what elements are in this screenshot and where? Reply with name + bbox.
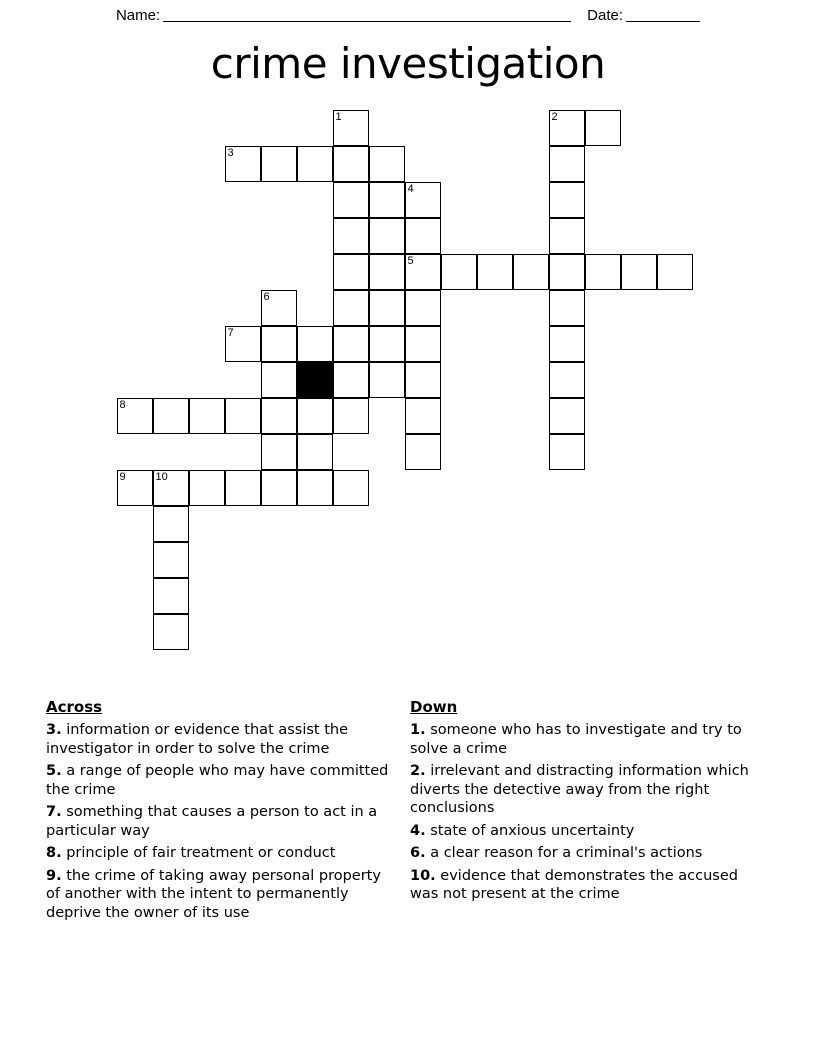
grid-cell[interactable] xyxy=(297,434,333,470)
across-clue-8 xyxy=(46,844,398,863)
clue-text: principle of fair treatment or conduct xyxy=(61,845,336,861)
grid-cell[interactable] xyxy=(405,290,441,326)
grid-cell[interactable] xyxy=(549,362,585,398)
date-label: Date: xyxy=(587,6,624,24)
grid-cell[interactable] xyxy=(261,362,297,398)
down-clue-10 xyxy=(410,867,758,904)
grid-cell[interactable] xyxy=(333,110,369,146)
grid-cell[interactable] xyxy=(333,362,369,398)
grid-cell[interactable] xyxy=(549,434,585,470)
across-clues-column xyxy=(46,698,398,926)
grid-cell[interactable] xyxy=(333,290,369,326)
grid-cell[interactable] xyxy=(477,254,513,290)
grid-cell[interactable] xyxy=(261,290,297,326)
grid-cell[interactable] xyxy=(621,254,657,290)
grid-cell[interactable] xyxy=(261,398,297,434)
grid-cell[interactable] xyxy=(405,182,441,218)
grid-cell[interactable] xyxy=(513,254,549,290)
clue-number: 6. xyxy=(410,845,426,861)
name-label: Name: xyxy=(115,6,161,24)
grid-cell[interactable] xyxy=(369,362,405,398)
grid-cell[interactable] xyxy=(333,398,369,434)
grid-cell-number: 1 xyxy=(335,111,342,123)
clue-text: a clear reason for a criminal's actions xyxy=(425,845,703,861)
across-clue-list xyxy=(46,721,398,922)
down-clues-column xyxy=(410,698,758,908)
grid-cell[interactable] xyxy=(369,182,405,218)
grid-cell[interactable] xyxy=(549,182,585,218)
grid-cell[interactable] xyxy=(549,398,585,434)
grid-cell[interactable] xyxy=(369,218,405,254)
grid-cell[interactable] xyxy=(117,470,153,506)
grid-cell[interactable] xyxy=(549,290,585,326)
clue-number: 2. xyxy=(410,763,426,779)
grid-cell[interactable] xyxy=(405,398,441,434)
grid-cell[interactable] xyxy=(369,146,405,182)
grid-block-cell xyxy=(297,362,333,398)
grid-cell[interactable] xyxy=(333,470,369,506)
grid-cell[interactable] xyxy=(549,110,585,146)
grid-cell[interactable] xyxy=(225,398,261,434)
grid-cell[interactable] xyxy=(369,326,405,362)
clue-text: irrelevant and distracting information which diverts the detective away from the right conclusions xyxy=(410,763,749,816)
grid-cell[interactable] xyxy=(369,254,405,290)
grid-cell[interactable] xyxy=(405,218,441,254)
grid-cell[interactable] xyxy=(153,614,189,650)
grid-cell[interactable] xyxy=(189,398,225,434)
down-heading: Down xyxy=(410,698,458,716)
grid-cell[interactable] xyxy=(333,218,369,254)
grid-cell[interactable] xyxy=(333,254,369,290)
across-clue-9 xyxy=(46,867,398,923)
grid-cell[interactable] xyxy=(153,398,189,434)
grid-cell[interactable] xyxy=(225,470,261,506)
grid-cell-number: 4 xyxy=(407,183,414,195)
grid-cell[interactable] xyxy=(225,146,261,182)
clue-number: 3. xyxy=(46,722,62,738)
grid-cell[interactable] xyxy=(585,254,621,290)
grid-cell[interactable] xyxy=(297,146,333,182)
across-clue-5 xyxy=(46,762,398,799)
down-clue-2 xyxy=(410,762,758,818)
grid-cell[interactable] xyxy=(153,506,189,542)
clue-text: a range of people who may have committed the crime xyxy=(46,763,389,798)
grid-cell[interactable] xyxy=(261,326,297,362)
grid-cell[interactable] xyxy=(261,434,297,470)
grid-cell[interactable] xyxy=(549,146,585,182)
grid-cell-number: 8 xyxy=(119,399,126,411)
grid-cell[interactable] xyxy=(189,470,225,506)
clue-number: 8. xyxy=(46,845,62,861)
clue-number: 10. xyxy=(410,867,436,884)
grid-cell-number: 5 xyxy=(407,255,414,267)
clue-text: something that causes a person to act in a particular way xyxy=(46,804,378,839)
page-title: crime investigation xyxy=(210,39,606,88)
grid-cell[interactable] xyxy=(153,470,189,506)
grid-cell-number: 9 xyxy=(119,471,126,483)
grid-cell[interactable] xyxy=(333,146,369,182)
clue-text: someone who has to investigate and try to solve a crime xyxy=(410,722,742,757)
down-clue-6 xyxy=(410,844,758,863)
grid-cell-number: 7 xyxy=(227,327,234,339)
grid-cell[interactable] xyxy=(585,110,621,146)
grid-cell[interactable] xyxy=(441,254,477,290)
grid-cell[interactable] xyxy=(333,182,369,218)
across-heading: Across xyxy=(46,698,103,716)
grid-cell-number: 2 xyxy=(551,111,558,123)
clue-number: 9. xyxy=(46,867,62,884)
grid-cell[interactable] xyxy=(405,326,441,362)
down-clue-list xyxy=(410,721,758,904)
clue-number: 1. xyxy=(410,722,426,738)
grid-cell[interactable] xyxy=(549,254,585,290)
grid-cell-number: 10 xyxy=(155,471,168,483)
grid-cell[interactable] xyxy=(549,326,585,362)
clue-number: 4. xyxy=(410,822,426,839)
grid-cell[interactable] xyxy=(549,218,585,254)
across-clue-7 xyxy=(46,803,398,840)
grid-cell[interactable] xyxy=(333,326,369,362)
grid-cell[interactable] xyxy=(153,578,189,614)
clue-number: 7. xyxy=(46,804,62,820)
grid-cell-number: 3 xyxy=(227,147,234,159)
grid-cell[interactable] xyxy=(261,470,297,506)
grid-cell[interactable] xyxy=(225,326,261,362)
grid-cell[interactable] xyxy=(153,542,189,578)
clue-text: state of anxious uncertainty xyxy=(425,822,635,839)
across-clue-3 xyxy=(46,721,398,758)
grid-cell[interactable] xyxy=(297,326,333,362)
clue-text: the crime of taking away personal property of another with the intent to permanently deprive the owner of its use xyxy=(46,867,381,921)
clue-text: evidence that demonstrates the accused was not present at the crime xyxy=(410,867,738,902)
grid-cell[interactable] xyxy=(297,470,333,506)
down-clue-4 xyxy=(410,822,758,841)
grid-cell[interactable] xyxy=(657,254,693,290)
grid-cell[interactable] xyxy=(117,398,153,434)
grid-cell[interactable] xyxy=(369,290,405,326)
grid-cell-number: 6 xyxy=(263,291,270,303)
down-clue-1 xyxy=(410,721,758,758)
grid-cell[interactable] xyxy=(405,254,441,290)
grid-cell[interactable] xyxy=(261,146,297,182)
grid-cell[interactable] xyxy=(405,434,441,470)
clue-number: 5. xyxy=(46,763,62,779)
grid-cell[interactable] xyxy=(405,362,441,398)
grid-cell[interactable] xyxy=(297,398,333,434)
clue-text: information or evidence that assist the investigator in order to solve the crime xyxy=(46,722,349,757)
